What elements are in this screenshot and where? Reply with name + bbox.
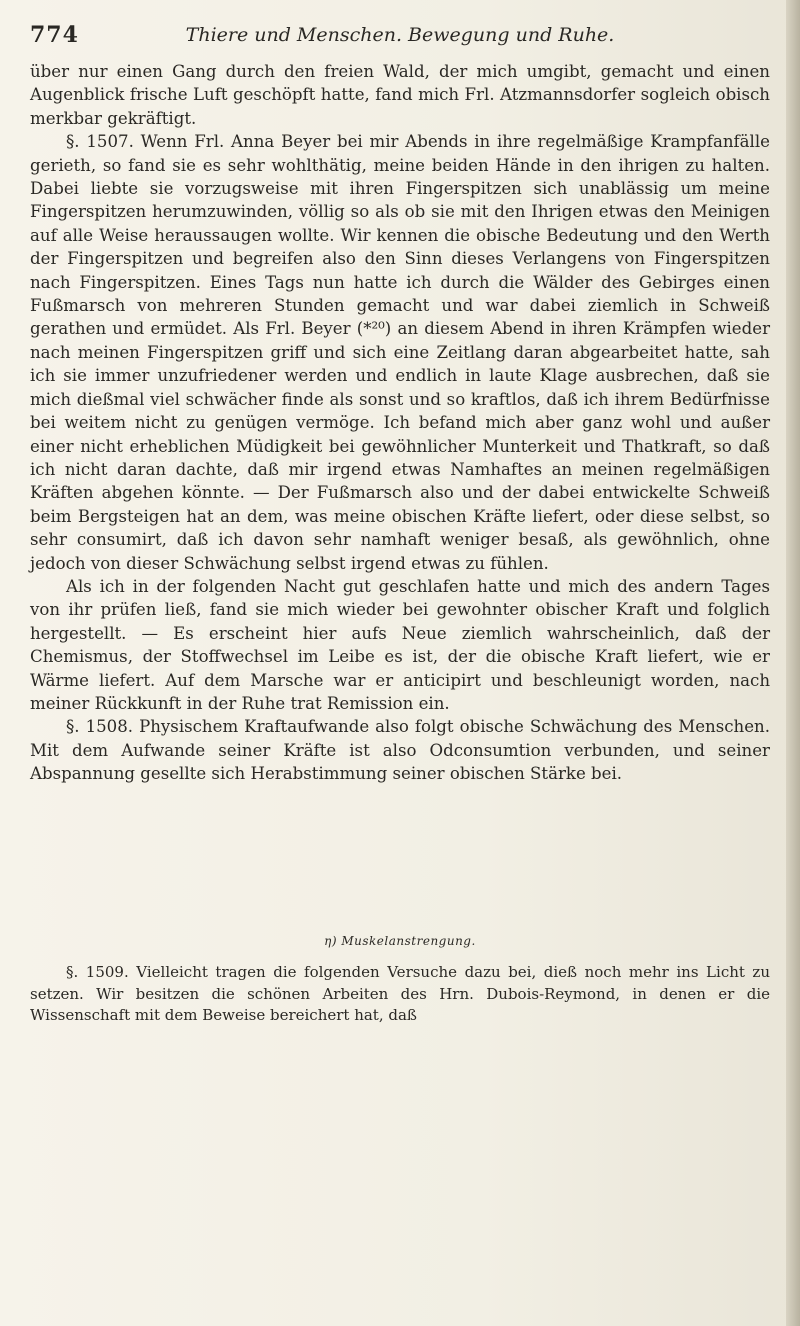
page-header — [30, 18, 770, 50]
paragraph-1508: §. 1508. Physischem Kraftaufwande also folgt obische Schwächung des Menschen. Mit dem Aufwande seiner Kräfte ist also Odconsumtion verbunden, und seiner Abspannung gesellte sich Herabstimmung seiner obischen Stärke bei. — [30, 717, 770, 784]
page-edge — [786, 0, 800, 1326]
paragraph-1507: §. 1507. Wenn Frl. Anna Beyer bei mir Abends in ihre regelmäßige Krampfanfälle gerieth, so fand sie es sehr wohlthätig, meine beiden Hände in den ihrigen zu halten. Dabei liebte sie vorzugsweise mit ihren Fingerspitzen sich unablässig um meine Fingerspitzen herumzuwinden, völlig so als ob sie mit den Ihrigen etwas den Meinigen auf alle Weise heraussaugen wollte. Wir kennen die obische Bedeutung und den Werth der Fingerspitzen und begreifen also den Sinn dieses Verlangens von Fingerspitzen nach Fingerspitzen. Eines Tags nun hatte ich durch die Wälder des Gebirges einen Fußmarsch von mehreren Stunden gemacht und war dabei ziemlich in Schweiß gerathen und ermüdet. Als Frl. Beyer (*²⁰) an diesem Abend in ihren Krämpfen wieder nach meinen Fingerspitzen griff und sich eine Zeitlang daran abgearbeitet hatte, sah ich sie immer unzufriedener werden und endlich in laute Klage ausbrechen, daß sie mich dießmal viel schwächer finde als sonst und so kraftlos, daß ich ihrem Bedürfnisse bei weitem nicht zu genügen vermöge. Ich befand mich aber ganz wohl und außer einer nicht erheblichen Müdigkeit bei gewöhnlicher Munterkeit und Thatkraft, so daß ich nicht daran dachte, daß mir irgend etwas Namhaftes an meinen regelmäßigen Kräften abgehen könnte. — Der Fußmarsch also und der dabei entwickelte Schweiß beim Bergsteigen hat an dem, was meine obischen Kräfte liefert, oder diese selbst, so sehr consumirt, daß ich davon sehr namhaft weniger besaß, als gewöhnlich, ohne jedoch von dieser Schwächung selbst irgend etwas zu fühlen. — [30, 132, 770, 573]
paragraph-1509: §. 1509. Vielleicht tragen die folgenden Versuche dazu bei, dieß noch mehr ins Licht zu setzen. Wir besitzen die schönen Arbeiten des Hrn. Dubois-Reymond, in denen er die Wissenschaft mit dem Beweise bereichert hat, daß — [30, 963, 770, 1024]
section-block — [30, 934, 770, 1027]
section-heading: η) Muskelanstrengung. — [324, 934, 476, 948]
page-number: 774 — [30, 22, 79, 48]
paragraph-following-night: Als ich in der folgenden Nacht gut geschlafen hatte und mich des andern Tages von ihr prüfen ließ, fand sie mich wieder bei gewohnter obischer Kraft und folglich hergestellt. — Es erscheint hier aufs Neue ziemlich wahrscheinlich, daß der Chemismus, der Stoffwechsel im Leibe es ist, der die obische Kraft liefert, wie er Wärme liefert. Auf dem Marsche war er anticipirt und beschleunigt worden, nach meiner Rückkunft in der Ruhe trat Remission ein. — [30, 576, 770, 713]
body-text — [30, 60, 770, 786]
paragraph-continuation: über nur einen Gang durch den freien Wald, der mich umgibt, gemacht und einen Augenblick frische Luft geschöpft hatte, fand mich Frl. Atzmannsdorfer sogleich obisch merkbar gekräftigt. — [30, 62, 770, 128]
running-title: Thiere und Menschen. Bewegung und Ruhe. — [185, 24, 615, 46]
